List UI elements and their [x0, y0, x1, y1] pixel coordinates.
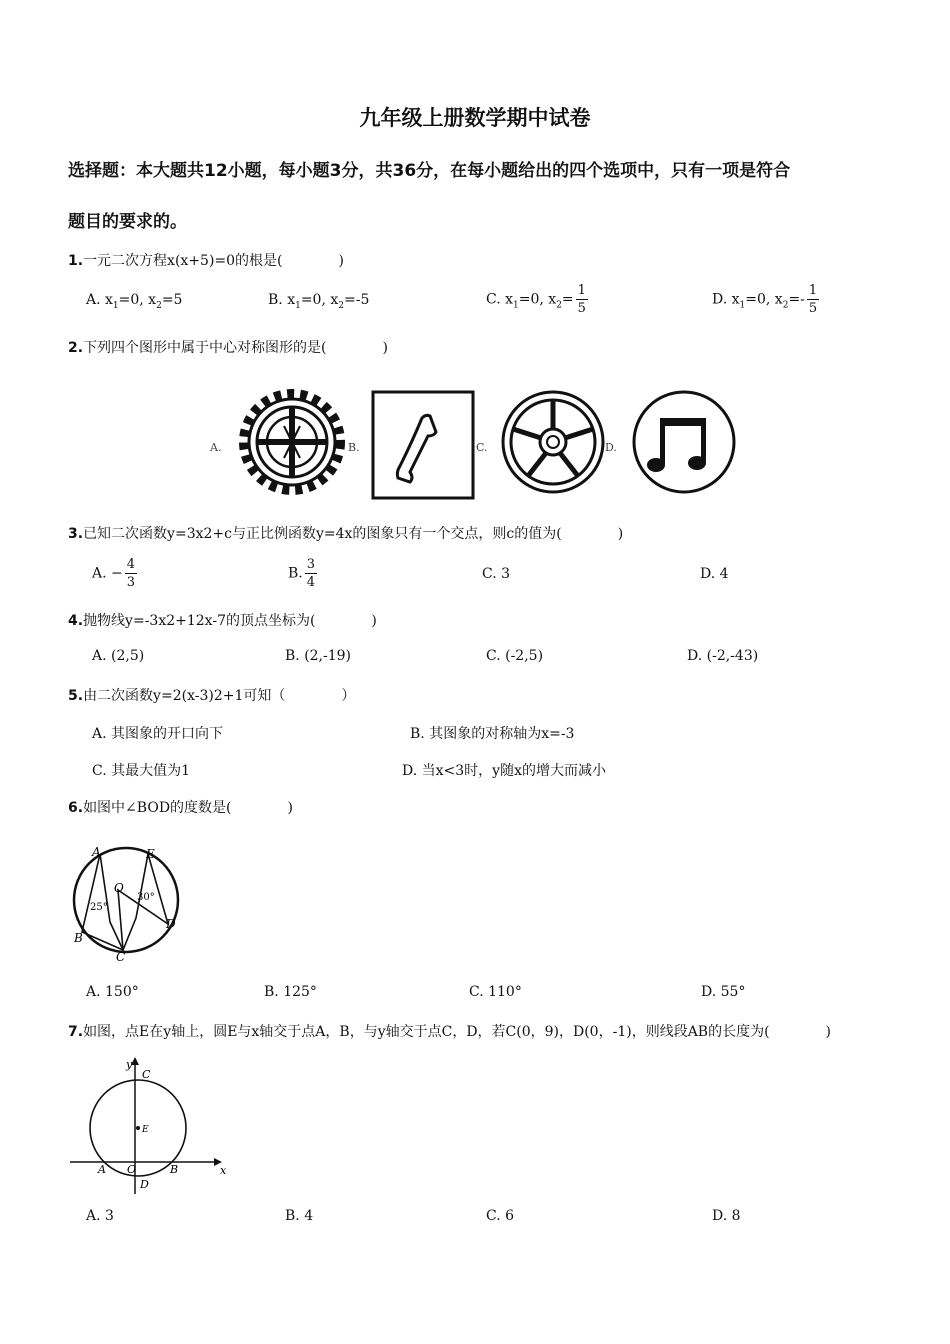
svg-text:y: y [126, 1058, 133, 1071]
q2-label-b: B. [348, 441, 360, 454]
phone-figure [373, 392, 473, 498]
q7-option-a[interactable]: A. 3 [86, 1208, 114, 1224]
svg-text:B: B [170, 1163, 179, 1176]
svg-text:x: x [220, 1164, 227, 1177]
q2-label-d: D. [605, 441, 617, 454]
q7-option-c[interactable]: C. 6 [486, 1208, 515, 1224]
q6-option-b[interactable]: B. 125° [264, 984, 317, 1000]
gear-figure [244, 394, 340, 490]
q7-coordinate-figure [68, 1052, 233, 1197]
q2-label-c: C. [476, 441, 488, 454]
fraction: $\frac{1}{5}$ [577, 283, 586, 316]
svg-text:A: A [98, 1163, 106, 1176]
q3-option-d[interactable]: D. 4 [700, 566, 729, 582]
q5-option-a[interactable]: A. 其图象的开口向下 [92, 726, 224, 742]
question-text: 一元二次方程x(x+5)=0的根是( ) [83, 253, 344, 269]
fraction: $\frac{4}{3}$ [126, 557, 136, 590]
svg-text:B: B [74, 931, 83, 945]
q2-figures [200, 368, 750, 503]
svg-text:C: C [142, 1068, 151, 1081]
svg-text:E: E [142, 1125, 149, 1135]
q4-option-a[interactable]: A. (2,5) [92, 648, 145, 664]
q5-option-d[interactable]: D. 当x<3时，y随x的增大而减小 [402, 763, 606, 779]
svg-text:E: E [146, 847, 155, 861]
page-title: 九年级上册数学期中试卷 [359, 106, 591, 130]
svg-text:O: O [127, 1163, 137, 1176]
q5-option-b[interactable]: B. 其图象的对称轴为x=-3 [410, 726, 575, 742]
music-note-figure [634, 392, 734, 492]
q4-option-c[interactable]: C. (-2,5) [486, 648, 544, 664]
svg-text:O: O [114, 881, 124, 895]
q1-option-a[interactable]: A. $x_1=0$, $x_2=5$ [86, 292, 183, 311]
question-7: 7.如图，点E在y轴上，圆E与x轴交于点A，B，与y轴交于点C，D，若C(0，9)，D(0，-1)，则线段AB的长度为( ) [68, 1024, 832, 1040]
q7-option-b[interactable]: B. 4 [285, 1208, 314, 1224]
q5-option-c[interactable]: C. 其最大值为1 [92, 763, 191, 779]
question-3: 3.已知二次函数y=3x2+c与正比例函数y=4x的图象只有一个交点，则c的值为( ) [68, 526, 624, 542]
question-5: 5.由二次函数y=2(x-3)2+1可知（ ） [68, 688, 356, 704]
q4-option-b[interactable]: B. (2,-19) [285, 648, 352, 664]
q1-option-d[interactable]: D. $x_1=0$, $x_2=-$ $\frac{1}{5}$ [712, 283, 818, 316]
q1-option-c[interactable]: C. $x_1=0$, $x_2=$ $\frac{1}{5}$ [486, 283, 586, 316]
section-instructions-line2: 题目的要求的。 [68, 212, 187, 232]
q2-label-a: A. [210, 441, 222, 454]
q6-circle-figure [68, 840, 188, 965]
question-2: 2.下列四个图形中属于中心对称图形的是( ) [68, 340, 388, 356]
svg-text:C: C [116, 950, 126, 964]
question-6: 6.如图中∠BOD的度数是( ) [68, 800, 293, 816]
svg-text:D: D [140, 1178, 149, 1191]
wheel-figure [503, 392, 603, 492]
fraction: $\frac{3}{4}$ [306, 557, 316, 590]
svg-text:25°: 25° [90, 902, 108, 913]
q3-option-a[interactable]: A. − $\frac{4}{3}$ [92, 557, 136, 590]
fraction: $\frac{1}{5}$ [808, 283, 818, 316]
q6-option-d[interactable]: D. 55° [701, 984, 746, 1000]
question-1 [68, 250, 344, 270]
q3-option-c[interactable]: C. 3 [482, 566, 511, 582]
q7-option-d[interactable]: D. 8 [712, 1208, 741, 1224]
q3-option-b[interactable]: B. $\frac{3}{4}$ [288, 557, 316, 590]
section-instructions-line1: 选择题：本大题共12小题，每小题3分，共36分，在每小题给出的四个选项中，只有一项是符合 [68, 161, 791, 181]
q6-option-c[interactable]: C. 110° [469, 984, 522, 1000]
svg-text:30°: 30° [137, 892, 155, 903]
svg-text:D: D [166, 917, 176, 931]
question-number: 1. [68, 253, 84, 269]
q6-option-a[interactable]: A. 150° [86, 984, 139, 1000]
question-4: 4.抛物线y=-3x2+12x-7的顶点坐标为( ) [68, 613, 377, 629]
svg-text:A: A [92, 845, 101, 859]
q1-option-b[interactable]: B. $x_1=0$, $x_2=-5$ [268, 292, 370, 311]
q4-option-d[interactable]: D. (-2,-43) [687, 648, 759, 664]
